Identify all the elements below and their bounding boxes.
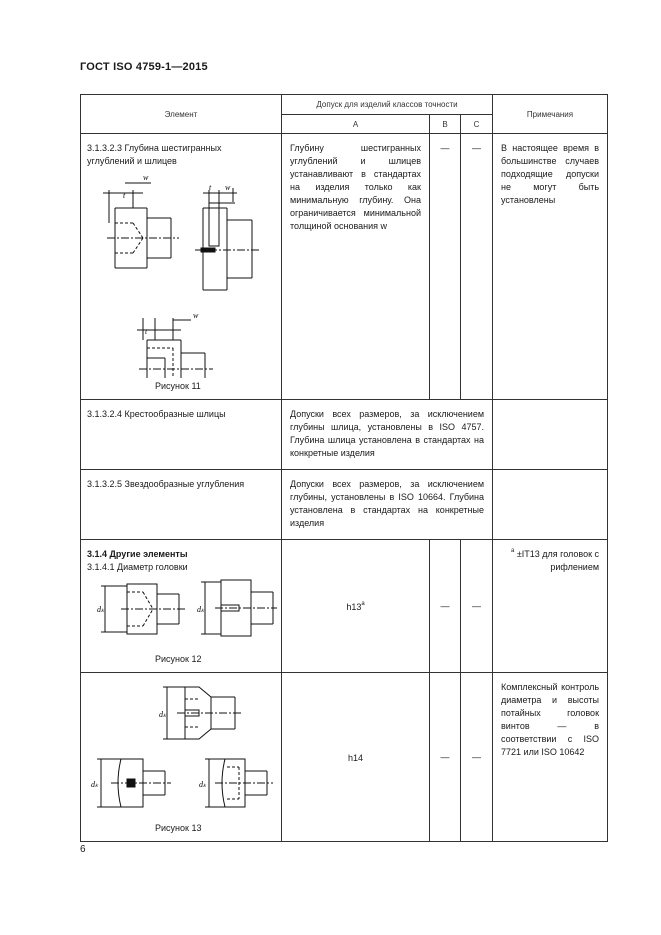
header-notes: Примечания (493, 95, 608, 134)
label-dk-4: dₖ (91, 780, 99, 789)
tolerance-b: — (430, 673, 461, 842)
footnote-mark: a (361, 600, 365, 607)
header-class-b: В (430, 115, 461, 134)
note-cell (493, 540, 608, 673)
tolerance-b: — (430, 134, 461, 400)
element-cell (81, 540, 282, 673)
label-t-3: t (145, 327, 148, 336)
label-dk-5: dₖ (199, 780, 207, 789)
section-heading: 3.1.4 Другие элементы (87, 549, 188, 559)
figure-caption: Рисунок 12 (155, 654, 202, 664)
label-t-2: t (209, 183, 212, 192)
element-text: 3.1.4.1 Диаметр головки (87, 562, 188, 572)
element-cell (81, 673, 282, 842)
label-dk-1: dₖ (97, 605, 105, 614)
header-class-c: С (461, 115, 493, 134)
table-row (81, 400, 608, 470)
note-cell: Комплексный контроль диаметра и высоты потайных головок винтов — в соответствии с ISO 7721 или ISO 10642 (493, 673, 608, 842)
label-w-2: w (225, 183, 231, 192)
countersunk-head-figure (87, 681, 277, 811)
tolerance-value: h13 (346, 601, 362, 612)
figure-caption: Рисунок 13 (155, 823, 202, 833)
tolerance-a: Глубину шестигранных углублений и шлицев устанавливают в стандартах на изделия только как минимальную глубину. Она ограничивается минимальной толщиной основания w (282, 134, 430, 400)
head-diameter-figure (87, 574, 277, 642)
table-row (81, 540, 608, 673)
tolerance-table (80, 94, 608, 842)
header-element: Элемент (81, 95, 282, 134)
label-dk-3: dₖ (159, 710, 167, 719)
document-header: ГОСТ ISO 4759-1—2015 (80, 61, 208, 73)
note-cell (493, 400, 608, 470)
element-text: 3.1.3.2.3 Глубина шестигранных углублений и шлицев (87, 143, 222, 166)
label-t-1: t (123, 191, 126, 200)
tolerance-a (282, 540, 430, 673)
label-dk-2: dₖ (197, 605, 205, 614)
element-text: 3.1.3.2.4 Крестообразные шлицы (81, 400, 282, 470)
note-cell (493, 470, 608, 540)
header-tolerance: Допуск для изделий классов точности (282, 95, 493, 115)
table-row (81, 470, 608, 540)
hex-socket-depth-figure (87, 168, 277, 378)
header-class-a: А (282, 115, 430, 134)
footnote-mark: a (510, 548, 515, 554)
tolerance-abc: Допуски всех размеров, за исключением глубины шлица, установлены в ISO 4757. Глубина шлица установлена в стандартах на конкретные изделия (282, 400, 493, 470)
tolerance-c: — (461, 673, 493, 842)
label-w-3: w (193, 311, 199, 320)
note-cell: В настоящее время в большинстве случаев подходящие допуски не могут быть установлены (493, 134, 608, 400)
table-row (81, 134, 608, 400)
tolerance-abc: Допуски всех размеров, за исключением глубины, установлены в ISO 10664. Глубина установлена в стандартах на конкретные изделия (282, 470, 493, 540)
figure-caption: Рисунок 11 (155, 381, 201, 391)
element-cell (81, 134, 282, 400)
page-number: 6 (80, 844, 86, 855)
table-row (81, 673, 608, 842)
tolerance-a: h14 (282, 673, 430, 842)
tolerance-c: — (461, 134, 493, 400)
element-text: 3.1.3.2.5 Звездообразные углубления (81, 470, 282, 540)
note-text: ±IT13 для головок с рифлением (514, 549, 600, 572)
tolerance-b: — (430, 540, 461, 673)
tolerance-c: — (461, 540, 493, 673)
label-w-1: w (143, 173, 149, 182)
